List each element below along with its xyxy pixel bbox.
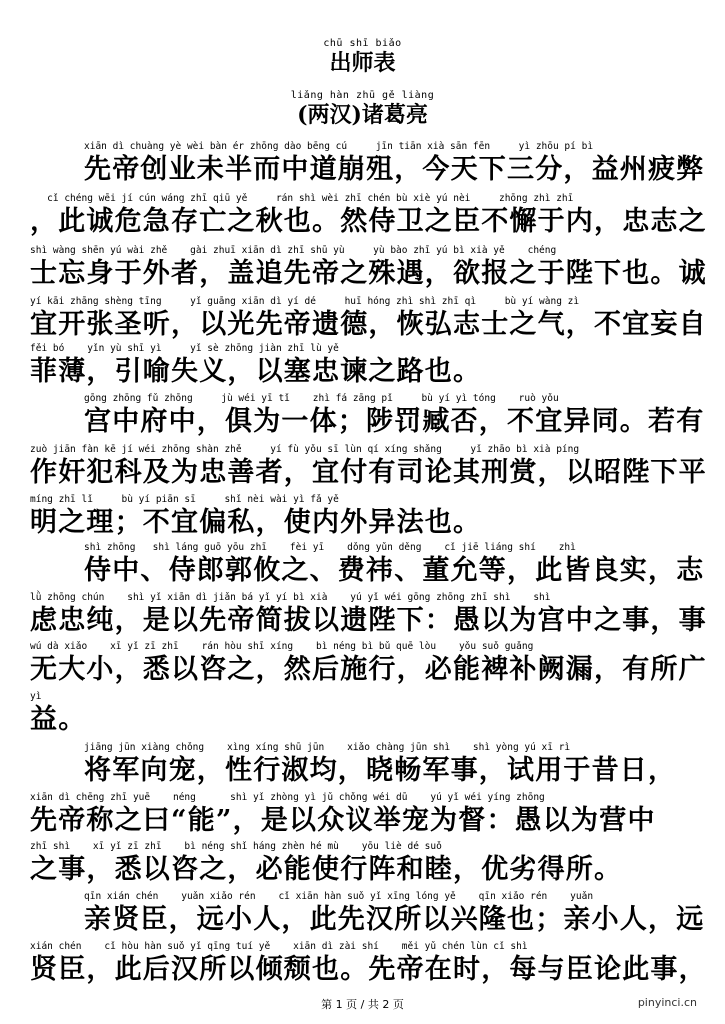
line-hanzi: 先帝称之曰“能”，是以众议举宠为督：愚以为营中	[30, 805, 656, 836]
line-hanzi: 之事，悉以咨之，必能使行阵和睦，优劣得所。	[30, 854, 623, 885]
text-line	[0, 791, 725, 843]
text-line	[0, 591, 725, 643]
author-text: (两汉)诸葛亮	[297, 102, 428, 128]
line-hanzi: 明之理；不宜偏私，使内外异法也。	[30, 507, 482, 538]
author-pinyin: liǎng hàn zhū gě liàng	[290, 90, 435, 101]
text-line	[0, 140, 725, 192]
title-block	[0, 38, 725, 76]
text-line	[0, 244, 725, 296]
line-hanzi: 菲薄，引喻失义，以塞忠谏之路也。	[30, 356, 482, 387]
line-hanzi: 宜开张圣听，以光先帝遗德，恢弘志士之气，不宜妄自	[30, 309, 707, 340]
line-hanzi: 将军向宠，性行淑均，晓畅军事，试用于昔日，	[84, 755, 677, 786]
line-pinyin: xiān dì chēng zhī yuē néng shì yǐ zhòng yì jǔ chǒng wéi dū yú yǐ wéi yíng zhōng	[30, 792, 545, 803]
line-hanzi: 虑忠纯，是以先帝简拔以遗陛下：愚以为宫中之事，事	[30, 605, 707, 636]
line-pinyin: fěi bó yǐn yù shī yì yǐ sè zhōng jiàn zhī lù yě	[30, 343, 339, 354]
text-line	[0, 342, 725, 394]
line-pinyin: wú dà xiǎo xī yǐ zī zhī rán hòu shī xíng bì néng bì bǔ quē lòu yǒu suǒ guǎng	[30, 641, 534, 652]
line-hanzi: 益。	[30, 704, 87, 735]
line-hanzi: 宫中府中，俱为一体；陟罚臧否，不宜异同。若有	[84, 406, 705, 437]
line-pinyin: xiān dì chuàng yè wèi bàn ér zhōng dào bēng cú jīn tiān xià sān fēn yì zhōu pí bì	[84, 141, 594, 152]
text-line	[0, 392, 725, 444]
line-hanzi: 侍中、侍郎郭攸之、费祎、董允等，此皆良实，志	[84, 555, 705, 586]
line-hanzi: 亲贤臣，远小人，此先汉所以兴隆也；亲小人，远	[84, 904, 705, 935]
line-pinyin: zuò jiān fàn kē jí wéi zhōng shàn zhě yí fù yǒu sī lùn qí xíng shǎng yǐ zhāo bì xià píng	[30, 444, 580, 455]
text-line	[0, 690, 725, 742]
line-pinyin: yí kāi zhāng shèng tīng yǐ guāng xiān dì yí dé huī hóng zhì shì zhī qì bù yí wàng zì	[30, 296, 580, 307]
text-line	[0, 840, 725, 892]
text-line	[0, 295, 725, 347]
text-line	[0, 640, 725, 692]
text-line	[0, 541, 725, 593]
line-pinyin: xián chén cǐ hòu hàn suǒ yǐ qīng tuí yě xiān dì zài shí měi yǔ chén lùn cǐ shì	[30, 941, 528, 952]
line-hanzi: 士忘身于外者，盖追先帝之殊遇，欲报之于陛下也。诚	[30, 258, 707, 289]
line-pinyin: cǐ chéng wēi jí cún wáng zhī qiū yě rán shì wèi zhī chén bù xiè yú nèi zhōng zhì zhī	[30, 193, 574, 204]
line-pinyin: qīn xián chén yuǎn xiǎo rén cǐ xiān hàn suǒ yǐ xīng lóng yě qīn xiǎo rén yuǎn	[84, 891, 594, 902]
line-pinyin: yì	[30, 691, 42, 702]
line-pinyin: gōng zhōng fǔ zhōng jù wéi yī tǐ zhì fá zāng pǐ bù yí yì tóng ruò yǒu	[84, 393, 559, 404]
text-line	[0, 741, 725, 793]
text-line	[0, 890, 725, 942]
line-pinyin: lǜ zhōng chún shì yǐ xiān dì jiǎn bá yǐ yí bì xià yú yǐ wéi gōng zhōng zhī shì shì	[30, 592, 551, 603]
line-hanzi: ，此诚危急存亡之秋也。然侍卫之臣不懈于内，忠志之	[30, 206, 707, 237]
line-hanzi: 贤臣，此后汉所以倾颓也。先帝在时，每与臣论此事，	[30, 954, 707, 985]
author-block	[0, 90, 725, 128]
text-line	[0, 443, 725, 495]
line-hanzi: 作奸犯科及为忠善者，宜付有司论其刑赏，以昭陛下平	[30, 457, 707, 488]
page-number: 第 1 页 / 共 2 页	[321, 998, 404, 1011]
line-pinyin: shì wàng shēn yú wài zhě gài zhuī xiān dì zhī shū yù yù bào zhī yú bì xià yě chéng	[30, 245, 557, 256]
title-pinyin: chū shī biǎo	[323, 38, 402, 49]
line-hanzi: 先帝创业未半而中道崩殂，今天下三分，益州疲弊	[84, 154, 705, 185]
line-pinyin: jiāng jūn xiàng chǒng xìng xíng shū jūn xiǎo chàng jūn shì shì yòng yú xī rì	[84, 742, 571, 753]
title-text: 出师表	[329, 50, 396, 76]
line-pinyin: zhī shì xī yǐ zī zhī bì néng shǐ háng zhèn hé mù yōu liè dé suǒ	[30, 841, 442, 852]
text-line	[0, 940, 725, 992]
line-pinyin: míng zhī lǐ bù yí piān sī shǐ nèi wài yì fǎ yě	[30, 494, 339, 505]
line-hanzi: 无大小，悉以咨之，然后施行，必能裨补阙漏，有所广	[30, 654, 707, 685]
line-pinyin: shì zhōng shì láng guō yōu zhī fèi yī dǒng yǔn děng cǐ jiē liáng shí zhì	[84, 542, 576, 553]
text-line	[0, 493, 725, 545]
site-link[interactable]: pinyinci.cn	[637, 996, 697, 1009]
text-line	[0, 192, 725, 244]
